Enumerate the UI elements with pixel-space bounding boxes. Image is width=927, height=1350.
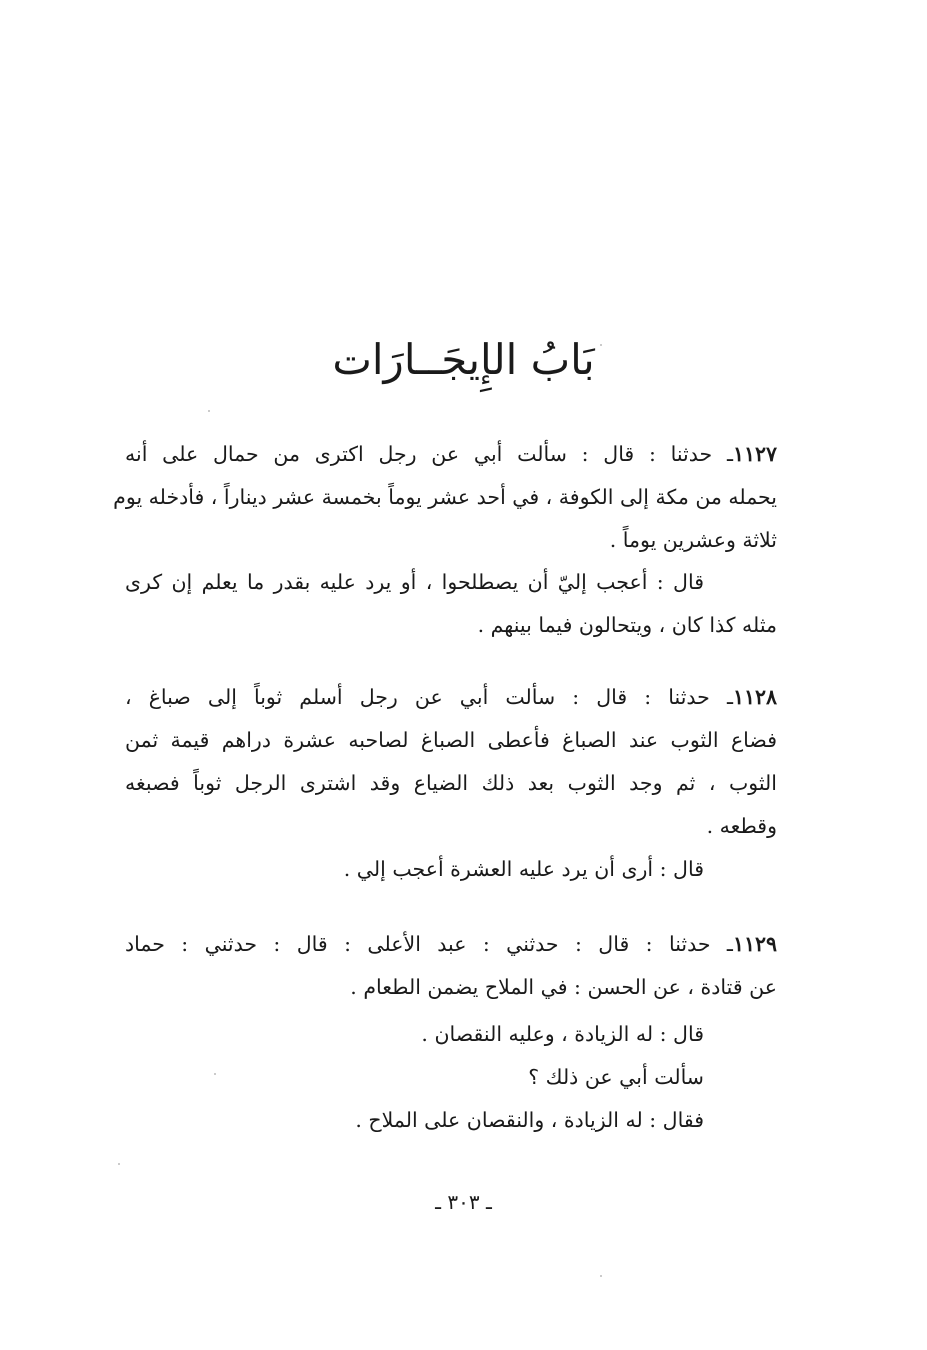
- hadith-number: ١١٢٧: [732, 442, 777, 466]
- answer-line-3: فقال : له الزيادة ، والنقصان على الملاح .: [355, 1108, 704, 1132]
- scan-speck: [214, 1073, 216, 1075]
- hadith-1128-answer: [125, 848, 777, 891]
- answer-line-2: سألت أبي عن ذلك ؟: [528, 1065, 704, 1089]
- scan-speck: [600, 1275, 602, 1277]
- hadith-1129-line-1: ١١٢٩ـ حدثنا : قال : حدثني : عبد الأعلى : قال : حدثني : حماد: [125, 932, 777, 956]
- answer-line-2: مثله كذا كان ، ويتحالون فيما بينهم .: [477, 613, 777, 637]
- page-number: ـ ٣٠٣ ـ: [435, 1190, 492, 1214]
- scan-speck: [208, 410, 210, 412]
- hadith-1129-answer: [125, 1013, 777, 1142]
- hadith-number: ١١٢٨: [732, 685, 777, 709]
- chapter-title: بَابُ الإِيجَــارَات: [332, 335, 595, 384]
- hadith-1127-line-3: ثلاثة وعشرين يوماً .: [609, 528, 777, 552]
- answer-line-1: قال : له الزيادة ، وعليه النقصان .: [421, 1022, 704, 1046]
- answer-line-1: قال : أعجب إليّ أن يصطلحوا ، أو يرد عليه بقدر ما يعلم إن كرى: [125, 570, 704, 594]
- hadith-1127-line-1: ١١٢٧ـ حدثنا : قال : سألت أبي عن رجل اكترى من حمال على أنه: [125, 442, 777, 466]
- hadith-1128-line-2: فضاع الثوب عند الصباغ فأعطى الصباغ لصاحبه عشرة دراهم قيمة ثمن: [125, 728, 777, 752]
- scan-speck: [118, 1163, 120, 1165]
- hadith-1128: [125, 676, 777, 848]
- hadith-1128-line-1: ١١٢٨ـ حدثنا : قال : سألت أبي عن رجل أسلم ثوباً إلى صباغ ،: [125, 685, 777, 709]
- hadith-number: ١١٢٩: [732, 932, 777, 956]
- hadith-1129-line-2: عن قتادة ، عن الحسن : في الملاح يضمن الطعام .: [350, 975, 777, 999]
- hadith-1127: [113, 433, 777, 562]
- hadith-1127-answer: [125, 561, 777, 647]
- hadith-1129: [125, 923, 777, 1009]
- hadith-1128-line-4: وقطعه .: [706, 814, 777, 838]
- hadith-1127-line-2: يحمله من مكة إلى الكوفة ، في أحد عشر يوماً بخمسة عشر ديناراً ، فأدخله يوم: [113, 485, 777, 509]
- hadith-1128-line-3: الثوب ، ثم وجد الثوب بعد ذلك الضياع وقد اشترى الرجل ثوباً فصبغه: [125, 771, 777, 795]
- scan-speck: [600, 344, 602, 346]
- answer-line-1: قال : أرى أن يرد عليه العشرة أعجب إلي .: [343, 857, 704, 881]
